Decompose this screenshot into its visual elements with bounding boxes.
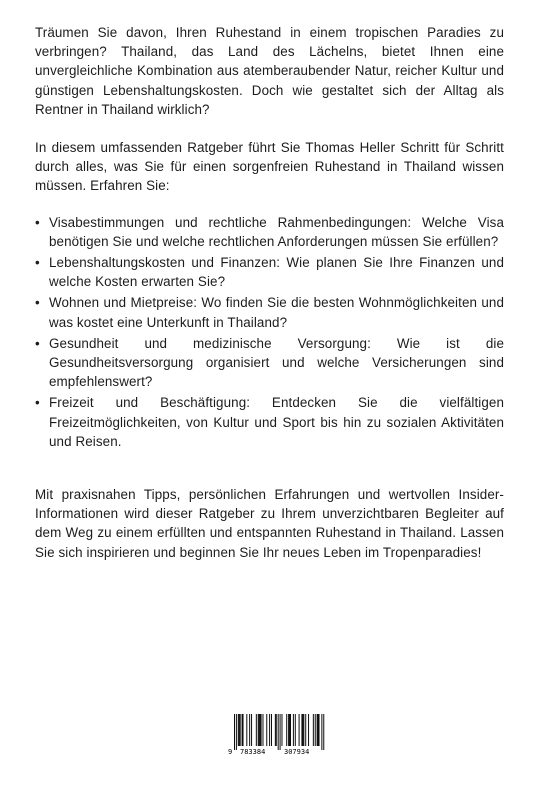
barcode-bar xyxy=(319,714,320,746)
barcode-bar xyxy=(293,714,294,746)
barcode-bar xyxy=(280,714,281,750)
barcode-bar xyxy=(318,714,319,746)
barcode-bar xyxy=(236,714,237,750)
barcode-bar xyxy=(251,714,252,746)
barcode-bar xyxy=(242,714,243,746)
topic-text: Visabestimmungen und rechtliche Rahmenbedingungen: Welche Visa benötigen Sie und welche rechtlichen Anforderungen müssen Sie erfüllen? xyxy=(49,214,504,249)
barcode-bar xyxy=(249,714,250,746)
barcode-bar xyxy=(313,714,314,746)
barcode-bar xyxy=(288,714,289,746)
barcode-bar xyxy=(321,714,322,750)
barcode-bar xyxy=(243,714,244,746)
list-item xyxy=(35,213,504,251)
list-item xyxy=(35,293,504,331)
barcode-bar xyxy=(246,714,247,746)
barcode-lead-digit: 9 xyxy=(228,748,233,756)
barcode-bar xyxy=(315,714,316,746)
barcode-bar xyxy=(301,714,302,746)
barcode-bar xyxy=(286,714,287,746)
bullet-icon: • xyxy=(35,295,40,311)
barcode-bar xyxy=(302,714,303,746)
barcode-bar xyxy=(258,714,259,746)
intro-paragraph: Träumen Sie davon, Ihren Ruhestand in einem tropischen Paradies zu verbringen? Thailand, das Land des Lächelns, bietet Ihnen eine unvergleichliche Kombination aus atemberaubender Natur, reicher Kultur und günstigen Lebenshaltungskosten. Doch wie gestaltet sich der Alltag als Rentner in Thailand wirklich? xyxy=(35,25,504,117)
barcode-bars xyxy=(228,714,328,750)
back-cover-text xyxy=(35,23,504,562)
bullet-icon: • xyxy=(35,395,40,411)
barcode-bar xyxy=(308,714,309,746)
barcode-bar xyxy=(266,714,267,746)
barcode-bar xyxy=(275,714,276,746)
bullet-icon: • xyxy=(35,255,40,271)
topic-list xyxy=(35,213,504,451)
barcode-bar xyxy=(282,714,283,746)
topic-text: Lebenshaltungskosten und Finanzen: Wie planen Sie Ihre Finanzen und welche Kosten erwarten Sie? xyxy=(49,255,504,290)
barcode-bar xyxy=(269,714,270,746)
barcode-right-group: 307934 xyxy=(284,748,310,756)
barcode-bar xyxy=(271,714,272,746)
barcode-bar xyxy=(256,714,257,746)
barcode-bar xyxy=(234,714,235,750)
barcode-left-group: 783384 xyxy=(240,748,266,756)
topic-text: Freizeit und Beschäftigung: Entdecken Sie die vielfältigen Freizeitmöglichkeiten, von Kultur und Sport bis hin zu sozialen Aktivitäten und Reisen. xyxy=(49,395,504,449)
lead-paragraph: In diesem umfassenden Ratgeber führt Sie Thomas Heller Schritt für Schritt durch alles, was Sie für einen sorgenfreien Ruhestand in Thailand wissen müssen. Erfahren Sie: xyxy=(35,140,504,194)
barcode-bar xyxy=(278,714,279,750)
list-item xyxy=(35,253,504,291)
barcode-bar xyxy=(261,714,262,746)
topic-text: Wohnen und Mietpreise: Wo finden Sie die besten Wohnmöglichkeiten und was kostet eine Unterkunft in Thailand? xyxy=(49,295,504,330)
list-item xyxy=(35,393,504,451)
barcode-bar xyxy=(289,714,290,746)
barcode-bar xyxy=(259,714,260,746)
topic-text: Gesundheit und medizinische Versorgung: Wie ist die Gesundheitsversorgung organisiert und welche Versicherungen sind empfehlenswert? xyxy=(49,335,504,390)
barcode-bar xyxy=(240,714,241,746)
list-item xyxy=(35,334,504,392)
barcode-bar xyxy=(299,714,300,746)
barcode-bar xyxy=(317,714,318,746)
barcode-bar xyxy=(290,714,291,746)
barcode-bar xyxy=(303,714,304,746)
barcode-bar xyxy=(238,714,239,746)
barcode-bar xyxy=(239,714,240,746)
bullet-icon: • xyxy=(35,214,40,230)
bullet-icon: • xyxy=(35,335,40,351)
closing-paragraph: Mit praxisnahen Tipps, persönlichen Erfahrungen und wertvollen Insider-Informationen wird dieser Ratgeber zu Ihrem unverzichtbaren Begleiter auf dem Weg zu einem erfüllten und entspannten Ruhestand in Thailand. Lassen Sie sich inspirieren und beginnen Sie Ihr neues Leben im Tropenparadies! xyxy=(35,487,504,560)
barcode-bar xyxy=(305,714,306,746)
barcode-bar xyxy=(260,714,261,746)
barcode-bar xyxy=(323,714,324,750)
barcode-bar xyxy=(276,714,277,746)
barcode-bar xyxy=(295,714,296,746)
barcode-bar xyxy=(263,714,264,746)
isbn-barcode xyxy=(228,714,328,762)
